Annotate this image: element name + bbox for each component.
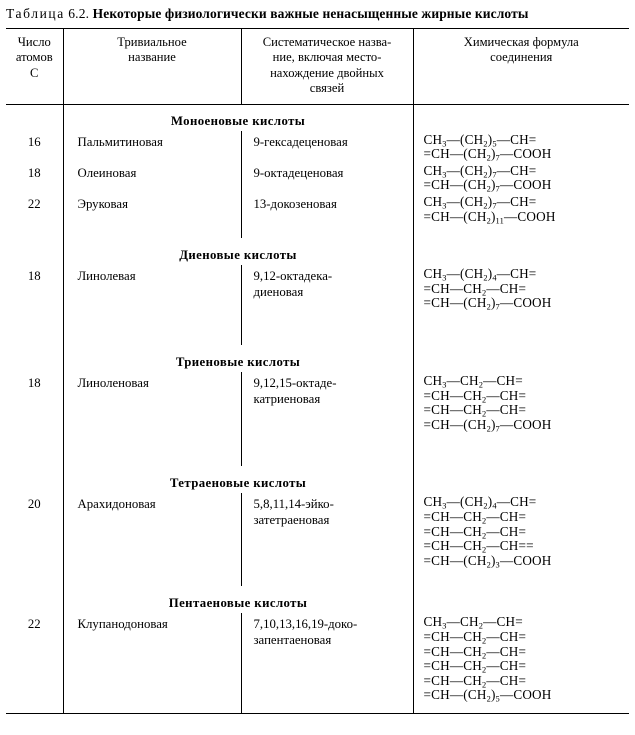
- cell-systematic-name: [241, 265, 413, 311]
- formula-line: $CH_3—CH_2—CH=$: [423, 372, 523, 390]
- fatty-acids-table-wrapper: [6, 28, 629, 714]
- caption-label: Таблица: [6, 6, 65, 21]
- systematic-name-line: диеновая: [253, 285, 304, 300]
- table-caption: [0, 0, 635, 22]
- group-spacer-cell: [6, 432, 63, 466]
- cell-chemical-formula: [413, 193, 629, 224]
- cell-trivial-name: Линоленовая: [63, 372, 241, 432]
- group-spacer-cell: [63, 568, 241, 586]
- group-spacer-cell: [413, 568, 629, 586]
- cell-chemical-formula: [413, 372, 629, 432]
- column-header-line: Число: [17, 35, 51, 49]
- chemical-formula: [424, 164, 630, 193]
- systematic-name-line: 9-октадеценовая: [253, 165, 344, 180]
- formula-line: $=CH—CH_2—CH=$: [423, 508, 527, 526]
- formula-line: $=CH—CH_2—CH=$: [423, 523, 527, 540]
- cell-trivial-name: Эруковая: [63, 193, 241, 224]
- group-spacer-cell: [413, 311, 629, 345]
- column-header-line: ние, включая место-: [272, 50, 382, 65]
- cell-systematic-name: [241, 193, 413, 224]
- chemical-formula: [424, 374, 630, 432]
- cell-carbon-count: 22: [27, 617, 41, 632]
- cell-chemical-formula: [413, 162, 629, 193]
- formula-line: $=CH—CH_2—CH==$: [423, 538, 534, 555]
- cell-trivial-name: Пальмитиновая: [63, 131, 241, 162]
- table-row: [6, 372, 629, 432]
- systematic-name-line: 9-гексадеценовая: [253, 134, 348, 149]
- column-header-line: Химическая формула: [463, 35, 579, 49]
- group-heading-label: Триеновые кислоты: [175, 354, 301, 369]
- formula-line: $CH_3—(CH_2)_7—CH=$: [423, 162, 537, 180]
- group-spacer-cell: [241, 703, 413, 713]
- formula-line: $=CH—CH_2—CH=$: [423, 672, 527, 690]
- group-heading-row: [6, 345, 629, 372]
- systematic-name-line: катриеновая: [253, 391, 321, 406]
- group-heading-row: [6, 586, 629, 613]
- column-header-line: Тривиальное: [117, 35, 187, 49]
- cell-systematic-name: [241, 493, 413, 568]
- group-spacer-row: [6, 311, 629, 345]
- group-heading-row: [6, 238, 629, 265]
- group-spacer-cell: [63, 432, 241, 466]
- group-formula-spacer: [413, 466, 629, 493]
- group-spacer-cell: [241, 224, 413, 238]
- cell-carbon-count: 22: [27, 197, 41, 211]
- chemical-formula: [424, 267, 630, 311]
- group-spacer-left: [6, 466, 63, 493]
- group-spacer-cell: [241, 568, 413, 586]
- group-spacer-left: [6, 104, 63, 131]
- group-formula-spacer: [413, 104, 629, 131]
- group-spacer-cell: [241, 432, 413, 466]
- systematic-name-line: 7,10,13,16,19-доко-: [253, 617, 358, 632]
- column-header-trivial-name: [63, 29, 241, 104]
- group-heading-label: Моноеновые кислоты: [170, 113, 306, 128]
- formula-line: $=CH—CH_2—CH=$: [423, 402, 527, 419]
- group-formula-spacer: [413, 345, 629, 372]
- group-spacer-cell: [6, 311, 63, 345]
- group-spacer-cell: [6, 568, 63, 586]
- formula-line: $=CH—(CH_2)_5—COOH$: [423, 687, 552, 704]
- group-heading-cell: [63, 345, 413, 372]
- cell-carbon-count: 18: [27, 375, 41, 390]
- group-spacer-row: [6, 432, 629, 466]
- column-header-line: атомов: [15, 50, 53, 65]
- cell-chemical-formula: [413, 613, 629, 703]
- column-header-line: название: [128, 50, 176, 65]
- group-formula-spacer: [413, 238, 629, 265]
- fatty-acids-table: [6, 29, 629, 713]
- group-spacer-cell: [6, 224, 63, 238]
- systematic-name-line: запентаеновая: [253, 633, 332, 648]
- group-heading-label: Пентаеновые кислоты: [168, 596, 308, 611]
- group-spacer-cell: [413, 432, 629, 466]
- cell-systematic-name: [241, 613, 413, 703]
- chemical-formula: [424, 495, 630, 568]
- systematic-name-line: 5,8,11,14-эйко-: [253, 497, 334, 512]
- group-heading-row: [6, 466, 629, 493]
- group-spacer-row: [6, 703, 629, 713]
- cell-systematic-name: [241, 131, 413, 162]
- cell-systematic-name: [241, 162, 413, 193]
- formula-line: $CH_3—(CH_2)_4—CH=$: [423, 494, 537, 511]
- formula-line: $CH_3—(CH_2)_7—CH=$: [423, 194, 537, 211]
- cell-carbon-count: 16: [27, 134, 41, 149]
- table-header-row: [6, 29, 629, 104]
- group-heading-cell: [63, 104, 413, 131]
- column-header-line: связей: [309, 81, 345, 96]
- group-spacer-cell: [241, 311, 413, 345]
- cell-carbon-count: 18: [27, 165, 41, 180]
- formula-line: $=CH—(CH_2)_7—COOH$: [423, 177, 552, 194]
- systematic-name-line: затетраеновая: [253, 513, 330, 528]
- table-row: [6, 613, 629, 703]
- cell-trivial-name: Линолевая: [63, 265, 241, 311]
- formula-line: $=CH—CH_2—CH=$: [423, 658, 527, 675]
- cell-chemical-formula: [413, 265, 629, 311]
- table-body: [6, 29, 629, 713]
- formula-line: $=CH—CH_2—CH=$: [423, 280, 527, 298]
- cell-trivial-name: Клупанодоновая: [63, 613, 241, 703]
- column-header-line: С: [30, 65, 39, 80]
- cell-trivial-name: Олеиновая: [63, 162, 241, 193]
- chemical-formula: [424, 133, 630, 162]
- systematic-name-line: 13-докозеновая: [253, 197, 337, 211]
- cell-carbon-count: 20: [27, 497, 41, 512]
- group-heading-row: [6, 104, 629, 131]
- chemical-formula: [424, 195, 630, 224]
- group-spacer-left: [6, 238, 63, 265]
- group-heading-cell: [63, 238, 413, 265]
- formula-line: $=CH—(CH_2)_3—COOH$: [423, 552, 552, 570]
- group-spacer-left: [6, 586, 63, 613]
- formula-line: $=CH—CH_2—CH=$: [423, 643, 527, 660]
- column-header-carbon-count: [6, 29, 63, 104]
- column-header-line: соединения: [490, 50, 553, 65]
- chemical-formula: [424, 615, 630, 703]
- cell-systematic-name: [241, 372, 413, 432]
- caption-title: Некоторые физиологически важные ненасыщенные жирные кислоты: [92, 6, 529, 21]
- formula-line: $CH_3—(CH_2)_4—CH=$: [423, 266, 537, 283]
- column-header-line: Систематическое назва-: [262, 35, 392, 49]
- cell-carbon-count: 18: [27, 269, 41, 284]
- group-spacer-left: [6, 345, 63, 372]
- formula-line: $=CH—(CH_2)_7—COOH$: [423, 295, 552, 312]
- group-spacer-cell: [63, 224, 241, 238]
- formula-line: $=CH—CH_2—CH=$: [423, 628, 527, 646]
- group-formula-spacer: [413, 586, 629, 613]
- group-heading-cell: [63, 466, 413, 493]
- group-spacer-cell: [63, 311, 241, 345]
- group-spacer-cell: [413, 224, 629, 238]
- group-heading-cell: [63, 586, 413, 613]
- group-heading-label: Тетраеновые кислоты: [169, 476, 307, 491]
- group-spacer-cell: [6, 703, 63, 713]
- group-heading-label: Диеновые кислоты: [179, 248, 297, 263]
- formula-line: $=CH—(CH_2)_7—COOH$: [423, 416, 552, 434]
- table-row: [6, 162, 629, 193]
- formula-line: $CH_3—CH_2—CH=$: [423, 614, 523, 631]
- group-spacer-cell: [63, 703, 241, 713]
- group-spacer-row: [6, 224, 629, 238]
- formula-line: $=CH—(CH_2)_7—COOH$: [423, 146, 552, 163]
- cell-trivial-name: Арахидоновая: [63, 493, 241, 568]
- table-row: [6, 131, 629, 162]
- formula-line: $=CH—(CH_2)_{11}—COOH$: [423, 208, 556, 225]
- table-row: [6, 265, 629, 311]
- table-row: [6, 193, 629, 224]
- formula-line: $CH_3—(CH_2)_5—CH=$: [423, 131, 537, 148]
- column-header-formula: [413, 29, 629, 104]
- cell-chemical-formula: [413, 131, 629, 162]
- table-row: [6, 493, 629, 568]
- column-header-line: нахождение двойных: [270, 65, 384, 80]
- caption-number: 6.2.: [68, 6, 90, 21]
- systematic-name-line: 9,12,15-октаде-: [253, 375, 337, 390]
- cell-chemical-formula: [413, 493, 629, 568]
- group-spacer-row: [6, 568, 629, 586]
- group-spacer-cell: [413, 703, 629, 713]
- formula-line: $=CH—CH_2—CH=$: [423, 387, 527, 404]
- column-header-systematic-name: [241, 29, 413, 104]
- systematic-name-line: 9,12-октадека-: [253, 269, 333, 284]
